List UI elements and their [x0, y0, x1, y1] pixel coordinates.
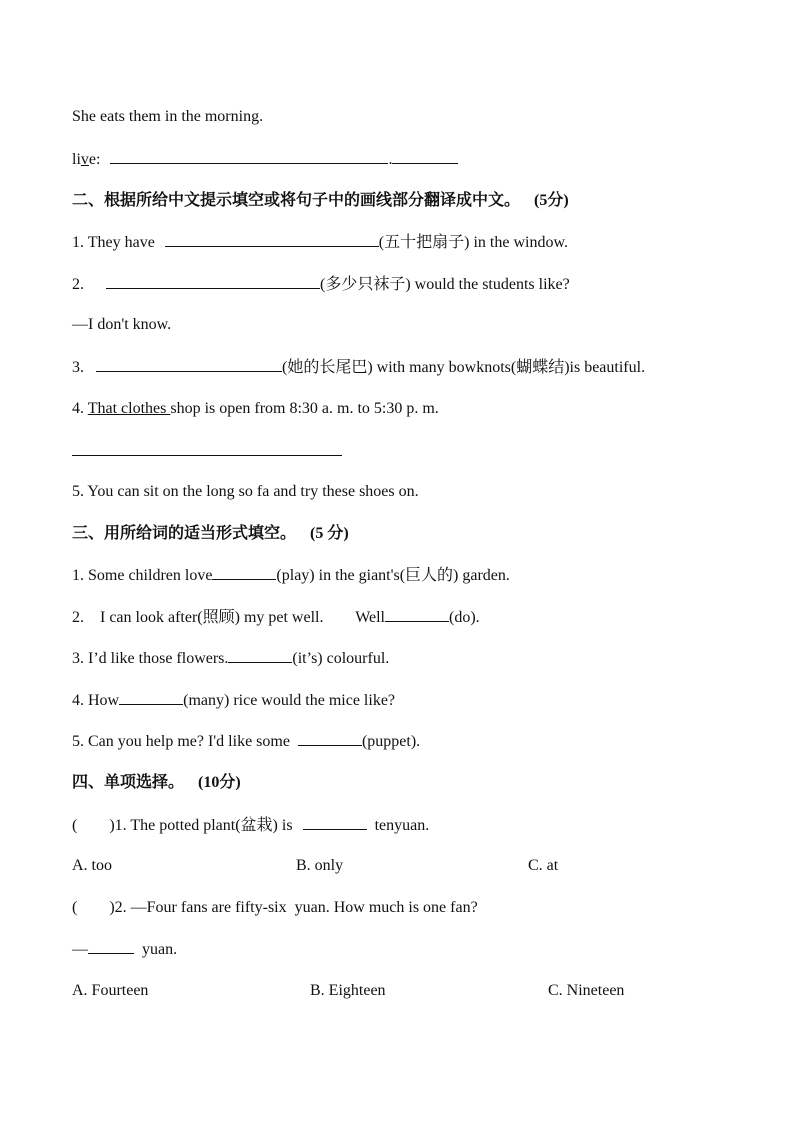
- option-text: B. Eighteen: [310, 982, 386, 999]
- answer-blank[interactable]: [212, 565, 276, 580]
- question-text: shop is open from 8:30 a. m. to 5:30 p. m.: [170, 400, 439, 417]
- s4-q1-option-c[interactable]: [528, 856, 558, 876]
- question-text: (do).: [449, 609, 480, 626]
- section-score: (5分): [534, 192, 569, 209]
- answer-blank[interactable]: [119, 690, 183, 705]
- answer-blank[interactable]: [96, 357, 282, 372]
- dash: —: [72, 941, 88, 958]
- question-text: 2. I can look after(照顾) my pet well. Well: [72, 609, 386, 626]
- live-prefix: li: [72, 151, 81, 168]
- s2-question-5: [72, 482, 419, 502]
- question-text: 1. Some children love: [72, 567, 213, 584]
- answer-blank[interactable]: [88, 939, 134, 954]
- s4-question-2-reply: [72, 939, 177, 960]
- question-text: tenyuan.: [374, 817, 430, 834]
- option-text: A. too: [72, 857, 112, 874]
- live-underlined-letter: v: [80, 151, 89, 168]
- period: .: [388, 151, 393, 168]
- section-title: 二、根据所给中文提示填空或将句子中的画线部分翻译成中文。: [72, 192, 521, 209]
- section-score: (5 分): [310, 525, 349, 542]
- s2-question-4: [72, 399, 439, 419]
- s4-q2-option-b[interactable]: [310, 981, 386, 1001]
- answer-blank[interactable]: [165, 232, 379, 247]
- section-title: 四、单项选择。: [72, 774, 185, 791]
- answer-blank[interactable]: [385, 607, 449, 622]
- option-text: B. only: [296, 857, 344, 874]
- question-text: (她的长尾巴) with many bowknots(蝴蝶结)is beautiful.: [282, 359, 646, 376]
- s2-question-1: [72, 232, 568, 253]
- s4-question-2: [72, 898, 478, 918]
- answer-text: —I don't know.: [72, 316, 172, 333]
- answer-blank[interactable]: [303, 815, 367, 830]
- question-number: 4.: [72, 400, 84, 417]
- s2-question-4-translation: [72, 441, 342, 462]
- s2-question-3: [72, 357, 645, 378]
- s4-q2-option-a[interactable]: [72, 981, 148, 1001]
- question-text: yuan.: [142, 941, 178, 958]
- question-text: 4. How: [72, 692, 120, 709]
- question-text: 5. You can sit on the long so fa and try these shoes on.: [72, 483, 419, 500]
- question-text: (多少只袜子) would the students like?: [320, 276, 570, 293]
- answer-blank[interactable]: [110, 149, 388, 164]
- question-number: 2.: [72, 276, 84, 293]
- live-rewrite-line: [72, 149, 458, 170]
- question-text: (it’s) colourful.: [292, 650, 390, 667]
- option-text: C. Nineteen: [548, 982, 625, 999]
- sentence-she-eats: [72, 107, 263, 127]
- section-4-heading: [72, 773, 241, 793]
- answer-blank[interactable]: [392, 149, 458, 164]
- answer-blank[interactable]: [106, 274, 320, 289]
- question-text: (五十把扇子) in the window.: [378, 234, 568, 251]
- live-suffix: e:: [88, 151, 101, 168]
- sentence-text: She eats them in the morning.: [72, 108, 264, 125]
- question-text: 5. Can you help me? I'd like some: [72, 733, 290, 750]
- answer-blank[interactable]: [228, 648, 292, 663]
- option-text: A. Fourteen: [72, 982, 149, 999]
- underlined-phrase: That clothes: [87, 400, 171, 417]
- option-text: C. at: [528, 857, 559, 874]
- s2-question-2: [72, 274, 570, 295]
- section-2-heading: [72, 191, 569, 211]
- s3-question-2: [72, 607, 480, 628]
- s4-q1-option-a[interactable]: [72, 856, 112, 876]
- s3-question-4: [72, 690, 395, 711]
- s4-q1-option-b[interactable]: [296, 856, 343, 876]
- s2-question-2-answer: [72, 315, 171, 335]
- s4-question-1: [72, 815, 429, 836]
- section-3-heading: [72, 524, 349, 544]
- s4-q2-option-c[interactable]: [548, 981, 624, 1001]
- question-text: 1. They have: [72, 234, 155, 251]
- question-number: 3.: [72, 359, 84, 376]
- question-text: (play) in the giant's(巨人的) garden.: [276, 567, 510, 584]
- question-text: ( )1. The potted plant(盆栽) is: [72, 817, 293, 834]
- section-score: (10分): [198, 774, 241, 791]
- question-text: ( )2. —Four fans are fifty-six yuan. How much is one fan?: [72, 899, 478, 916]
- section-title: 三、用所给词的适当形式填空。: [72, 525, 297, 542]
- s3-question-5: [72, 731, 420, 752]
- question-text: (puppet).: [361, 733, 421, 750]
- question-text: 3. I’d like those flowers.: [72, 650, 229, 667]
- s3-question-3: [72, 648, 389, 669]
- translation-blank[interactable]: [72, 441, 342, 456]
- question-text: (many) rice would the mice like?: [183, 692, 396, 709]
- answer-blank[interactable]: [298, 731, 362, 746]
- s3-question-1: [72, 565, 510, 586]
